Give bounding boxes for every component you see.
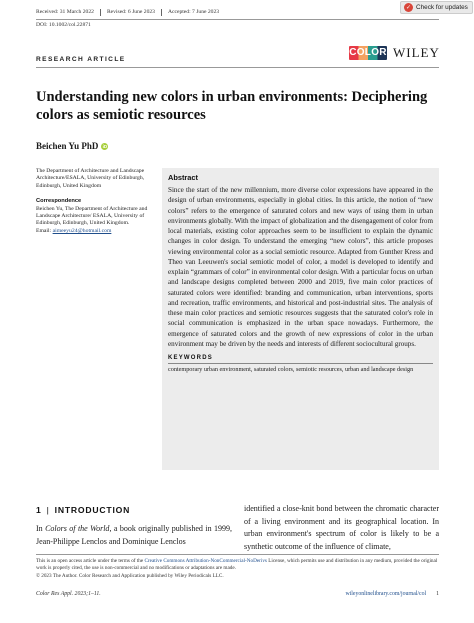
license-divider xyxy=(36,554,439,555)
intro-left-text: , a book originally published in 1999, Jean-Philippe Lenclos and Dominique Lenclos xyxy=(36,524,232,546)
author-info-column xyxy=(36,168,154,235)
section-number: 1 xyxy=(36,505,42,515)
check-updates-button[interactable] xyxy=(400,1,473,14)
license-part1: This is an open access article under the terms of the xyxy=(36,558,145,564)
check-updates-label: Check for updates xyxy=(416,4,468,11)
intro-book-title: Colors of the World xyxy=(45,524,110,533)
article-title: Understanding new colors in urban environments: Deciphering colors as semiotic resources xyxy=(36,89,428,123)
accepted-date: Accepted: 7 June 2023 xyxy=(167,9,220,15)
keywords-heading: KEYWORDS xyxy=(168,355,213,361)
intro-paragraph-left xyxy=(36,523,232,548)
affiliation: The Department of Architecture and Landscape Architecture/ESALA, University of Edinburgh, Edinburgh, United Kingdom xyxy=(36,168,145,189)
page-number: 1 xyxy=(436,591,439,597)
intro-prefix: In xyxy=(36,524,46,533)
section-separator: | xyxy=(46,505,50,515)
license-notice xyxy=(36,558,439,580)
crossmark-icon: ✓ xyxy=(405,4,412,11)
keywords-text: contemporary urban environment, saturated colors, semiotic resources, urban and landscape design xyxy=(168,366,414,373)
footer-right xyxy=(345,591,439,597)
page-footer xyxy=(36,591,439,597)
keywords-divider xyxy=(168,363,433,364)
cc-license-link[interactable]: Creative Commons Attribution-NonCommercial-NoDerivs xyxy=(144,558,267,564)
license-part2: License, which permits use and distribution in any medium, provided the original work is properly cited, the use is non-commercial and no modifications or adaptations are made. xyxy=(36,558,438,572)
author-name[interactable]: Beichen Yu PhD xyxy=(36,141,99,151)
intro-paragraph-right: identified a close-knit bond between the chromatic character of a living environment and its geographical location. In urban environment's spectrum of color is likely to be a synthetic outcome of the influence of climate, xyxy=(244,504,439,551)
received-date: Received: 31 March 2022 xyxy=(36,9,101,16)
article-type: RESEARCH ARTICLE xyxy=(36,56,126,63)
correspondence-heading: Correspondence xyxy=(36,198,82,205)
wiley-logo: WILEY xyxy=(393,45,440,60)
copyright-line: © 2023 The Author. Color Research and Application published by Wiley Periodicals LLC. xyxy=(36,572,224,579)
author-line xyxy=(36,141,108,151)
doi: DOI: 10.1002/col.22871 xyxy=(36,22,91,28)
article-dates xyxy=(36,9,225,16)
header-divider xyxy=(36,19,439,20)
journal-citation: Color Res Appl. 2023;1–11. xyxy=(36,591,101,597)
license-text xyxy=(36,558,439,573)
abstract-text: Since the start of the new millennium, more diverse color expressions have appeared in the design of urban environments, especially in global cities. In this article, the notion of “new colors” refers to the emergence of saturated colors and new ways of using them in urban environments globally. With the impact of globalization and the disengagement of color from local materials, existing color approaches seem to be insufficient to explain the dynamic changes in color design. To understand the emerging “new colors”, this article proposes viewing environmental color as a social semiotic resource. Adapted from Gunther Kress and Theo van Leeuwen's social semiotic model of color, a model is developed to identify and explain “grammars of color” in environmental color design. With a particular focus on urban and landscape designs completed between 2000 and 2019, five main color practices of saturated colors were identified: branding and communication, urban interventions, sports and recreation, traffic environments, and historical and post-industrial sites. The analysis of these main color practices and semiotic resources suggests that the saturated color's role in social communication is emphasized in the urban space nowadays. Furthermore, the emergence of saturated colors and the growth of new expressions of color in the urban environment may be driven by the needs and interests of different sociocultural groups. xyxy=(168,186,433,348)
orcid-icon[interactable]: iD xyxy=(102,143,108,149)
section-heading-introduction xyxy=(36,505,130,515)
abstract-heading: Abstract xyxy=(168,173,198,182)
section-title: INTRODUCTION xyxy=(54,505,131,515)
correspondence-address: Beichen Yu, The Department of Architecture and Landscape Architecture/ ESALA, University of Edinburgh, Edinburgh, United Kingdom. xyxy=(36,205,148,227)
email-label: Email: xyxy=(36,227,52,234)
abstract-box xyxy=(162,168,439,470)
journal-url-link[interactable]: wileyonlinelibrary.com/journal/col xyxy=(345,591,427,597)
email-link[interactable]: aimeeyu24@hotmail.com xyxy=(52,227,112,234)
article-type-divider xyxy=(36,67,439,68)
correspondence-email-line xyxy=(36,228,154,235)
color-journal-logo: COLOR xyxy=(349,47,387,58)
revised-date: Revised: 6 June 2023 xyxy=(101,9,162,16)
